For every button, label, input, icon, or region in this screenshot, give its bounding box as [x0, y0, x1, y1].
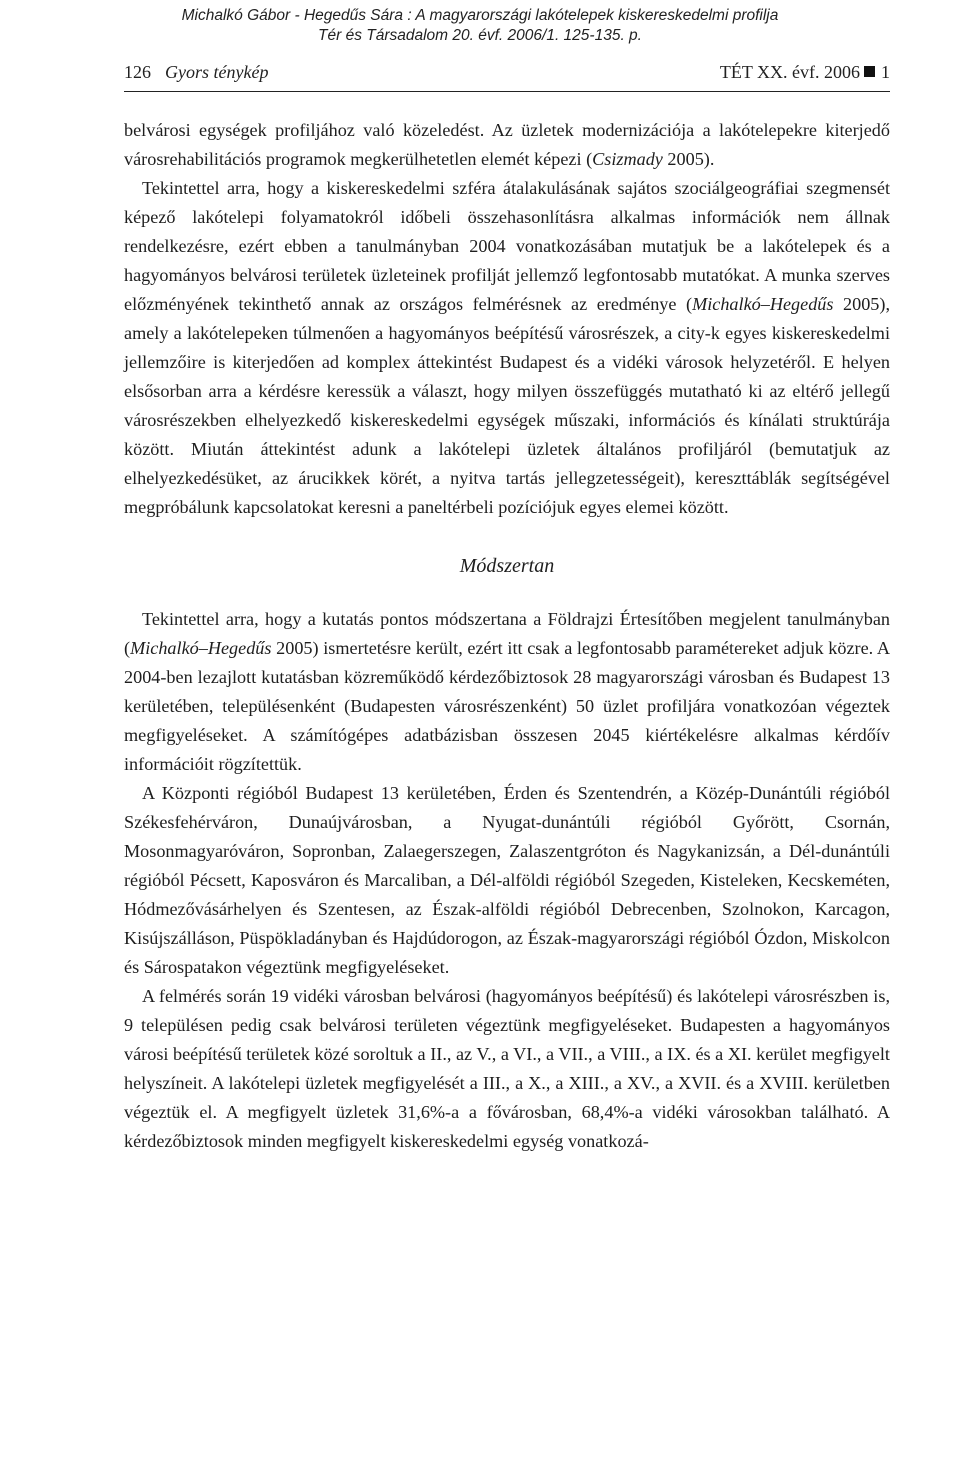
journal-name: TÉT XX. évf. 2006	[719, 62, 860, 82]
running-head	[124, 62, 890, 88]
issue-number: 1	[881, 62, 890, 82]
paragraph-1-text: belvárosi egységek profiljához való közeledést. Az üzletek modernizációja a lakótelepekre kiterjedő városrehabilitációs programok megkerülhetetlen elemét képezi (	[124, 120, 890, 169]
paragraph-2	[124, 174, 890, 522]
paragraph-3	[124, 605, 890, 779]
paragraph-4: A Központi régióból Budapest 13 kerületében, Érden és Szentendrén, a Közép-Dunántúli régióból Székesfehérváron, Dunaújvárosban, a Nyugat-dunántúli régióból Győrött, Csornán, Mosonmagyaróváron, Sopronban, Zalaegerszegen, Zalaszentgróton és Nagykanizsán, a Dél-dunántúli régióból Pécsett, Kaposváron és Marcaliban, a Dél-alföldi régióból Szegeden, Kisteleken, Kecskeméten, Hódmezővásárhelyen és Szentesen, az Észak-alföldi régióból Debrecenben, Szolnokon, Karcagon, Kisújszálláson, Püspökladányban és Hajdúdorogon, az Észak-magyarországi régióból Ózdon, Miskolcon és Sárospatakon végeztünk megfigyeléseket.	[124, 783, 890, 977]
paragraph-5: A felmérés során 19 vidéki városban belvárosi (hagyományos beépítésű) és lakótelepi városrészben is, 9 településen pedig csak belvárosi területen végeztünk megfigyeléseket. Budapesten a hagyományos városi beépítésű területek közé soroltuk a II., az V., a VI., a VII., a VIII., a IX. és a XI. kerület megfigyelt helyszíneit. A lakótelepi üzletek megfigyelését a III., a X., a XIII., a XV., a XVII. és a XVIII. kerületben végeztük el. A megfigyelt üzletek 31,6%-a a fővárosban, 68,4%-a vidéki városokban található. A kérdezőbiztosok minden megfigyelt kiskereskedelmi egység vonatkozá-	[124, 986, 890, 1151]
paragraph-1-end: 2005).	[662, 149, 715, 169]
paragraph-3-text-a: Tekintettel arra, hogy a kutatás pontos módszertana a Földrajzi Értesítőben megjelent tanulmányban (	[124, 609, 890, 658]
section-heading: Módszertan	[459, 555, 555, 577]
article-body	[124, 116, 890, 1156]
citation-csizmady: Csizmady	[592, 149, 663, 169]
paragraph-3-text-b: 2005) ismertetésre került, ezért itt csak a legfontosabb paramétereket adjuk közre. A 2004-ben lezajlott kutatásban közreműködő kérdezőbiztosok 28 magyarországi városban és Budapest 13 kerületében, településenként (Budapesten városrészenként) 50 üzlet profiljára vonatkozóan végeztek megfigyeléseket. A számítógépes adatbázisban összesen 2045 kiértékelésre alkalmas kérdőív információit rögzítettük.	[124, 638, 890, 774]
citation-header	[0, 6, 960, 46]
page-number: 126	[124, 62, 151, 82]
paragraph-2-text-a: Tekintettel arra, hogy a kiskereskedelmi szféra átalakulásának sajátos szociálgeográfiai szegmensét képező lakótelepi folyamatokról időbeli összehasonlításra alkalmas információk nem állnak rendelkezésre, ezért ebben a tanulmányban 2004 vonatkozásában mutatjuk be a lakótelepek és a hagyományos belvárosi területek üzleteinek profilját jellemző legfontosabb mutatókat. A munka szerves előzményének tekinthető annak az országos felmérésnek az eredménye (	[124, 178, 890, 314]
citation-journal: Tér és Társadalom 20. évf. 2006/1. 125-135. p.	[318, 27, 642, 44]
citation-michalko-hegedus-2: Michalkó–Hegedűs	[130, 638, 272, 658]
running-head-left	[124, 62, 268, 83]
header-rule	[124, 91, 890, 92]
paragraph-1	[124, 116, 890, 174]
square-bullet-icon	[864, 66, 875, 77]
paragraph-2-text-b: 2005), amely a lakótelepeken túlmenően a hagyományos beépítésű városrészek, a city-k egyes kiskereskedelmi jellemzőire is kiterjedően ad komplex áttekintést Budapest és a vidéki városok helyzetéről. E helyen elsősorban arra a kérdésre keressük a választ, hogy milyen összefüggés mutatható ki az eltérő jellegű városrészekben elhelyezkedő kiskereskedelmi egységek műszaki, információs és kínálati struktúrája között. Miután áttekintést adunk a lakótelepi üzletek általános profiljáról (bemutatjuk az elhelyezkedésüket, az árucikkek körét, a nyitva tartás jellegzetességeit), kereszttáblák segítségével megpróbálunk kapcsolatokat keresni a paneltérbeli pozíciójuk egyes elemei között.	[124, 294, 890, 517]
section-title: Gyors ténykép	[165, 62, 269, 82]
citation-authors-title: Michalkó Gábor - Hegedűs Sára : A magyarországi lakótelepek kiskereskedelmi profilja	[181, 7, 779, 24]
citation-michalko-hegedus: Michalkó–Hegedűs	[692, 294, 834, 314]
running-head-right	[720, 62, 890, 83]
